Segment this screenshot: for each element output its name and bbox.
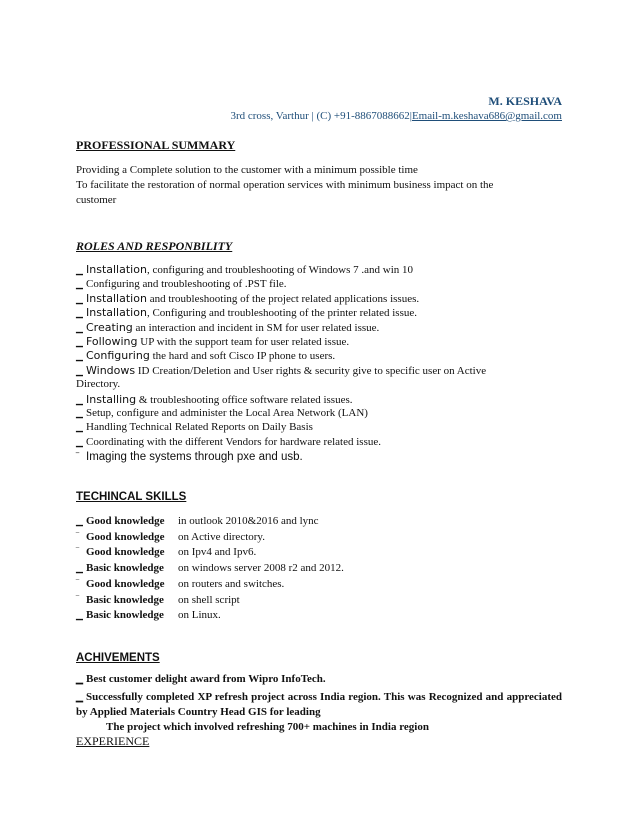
skill-row: ‾ Basic knowledge on shell script	[76, 594, 240, 606]
bullet-icon: ‾	[76, 595, 79, 605]
bullet-icon: ▁	[76, 351, 83, 361]
contact-line	[0, 110, 562, 122]
email-link[interactable]: Email-m.keshava686@gmail.com	[411, 110, 562, 122]
bullet-icon: ▁	[76, 408, 83, 418]
bullet-icon: ▁	[76, 323, 83, 333]
bullet-icon: ‾	[76, 547, 79, 557]
bullet-icon: ▁	[76, 308, 83, 318]
skill-row: ‾ Good knowledge on Ipv4 and Ipv6.	[76, 546, 257, 558]
bullet-icon: ▁	[76, 366, 83, 376]
roles-heading: ROLES AND RESPONBILITY	[76, 239, 233, 253]
achievements-heading: ACHIVEMENTS	[76, 652, 160, 664]
summary-line: Providing a Complete solution to the customer with a minimum possible time	[76, 164, 418, 176]
bullet-icon: ▁	[76, 674, 83, 684]
list-item: ‾ Imaging the systems through pxe and usb.	[76, 451, 303, 463]
candidate-name: M. KESHAVA	[488, 94, 562, 108]
separator: |	[311, 110, 314, 122]
bullet-icon: ▁	[76, 265, 83, 275]
phone: (C) +91-8867088662	[316, 110, 410, 122]
bullet-icon: ‾	[76, 452, 79, 462]
bullet-icon: ▁	[76, 437, 83, 447]
address: 3rd cross, Varthur	[230, 110, 309, 122]
experience-heading: EXPERIENCE	[76, 734, 150, 748]
summary-line: To facilitate the restoration of normal operation services with minimum business impact on the	[76, 179, 494, 191]
list-item: ▁ Setup, configure and administer the Local Area Network (LAN)	[76, 407, 368, 419]
bullet-icon: ▁	[76, 692, 83, 702]
list-item: ▁ Windows ID Creation/Deletion and User rights & security give to specific user on Active	[76, 364, 487, 377]
skills-heading: TECHINCAL SKILLS	[76, 491, 187, 503]
list-item: ▁ Installation and troubleshooting of the project related applications issues.	[76, 292, 420, 305]
bullet-icon: ▁	[76, 422, 83, 432]
bullet-icon: ▁	[76, 563, 83, 573]
list-item: ▁ Installing & troubleshooting office software related issues.	[76, 393, 353, 406]
bullet-icon: ▁	[76, 279, 83, 289]
list-item: ▁ Handling Technical Related Reports on Daily Basis	[76, 421, 313, 433]
skill-row: ▁ Basic knowledge on windows server 2008 r2 and 2012.	[76, 562, 344, 574]
achievement-detail: The project which involved refreshing 700+ machines in India region	[106, 721, 429, 733]
bullet-icon: ▁	[76, 337, 83, 347]
skill-row: ‾ Good knowledge on Active directory.	[76, 531, 265, 543]
bullet-icon: ▁	[76, 516, 83, 526]
list-item: ▁ Coordinating with the different Vendors for hardware related issue.	[76, 436, 381, 448]
achievement-item: ▁ Successfully completed XP refresh project across India region. This was Recognized and appreciated by Applied Materials Country Head GIS for leading	[76, 691, 562, 718]
bullet-icon: ▁	[76, 294, 83, 304]
bullet-icon: ▁	[76, 395, 83, 405]
bullet-icon: ▁	[76, 610, 83, 620]
list-item: ▁ Creating an interaction and incident in SM for user related issue.	[76, 321, 380, 334]
summary-line: customer	[76, 194, 117, 206]
list-item: ▁ Following UP with the support team for user related issue.	[76, 335, 350, 348]
bullet-icon: ‾	[76, 532, 79, 542]
summary-heading: PROFESSIONAL SUMMARY	[76, 138, 236, 152]
skill-row: ▁ Good knowledge in outlook 2010&2016 and lync	[76, 515, 319, 527]
skill-row: ‾ Good knowledge on routers and switches.	[76, 578, 285, 590]
list-item: ▁ Installation, Configuring and troubleshooting of the printer related issue.	[76, 306, 417, 319]
achievement-item: ▁ Best customer delight award from Wipro InfoTech.	[76, 673, 326, 685]
list-item-continuation: Directory.	[76, 378, 121, 390]
skill-row: ▁ Basic knowledge on Linux.	[76, 609, 221, 621]
list-item: ▁ Installation, configuring and troubleshooting of Windows 7 .and win 10	[76, 263, 414, 276]
list-item: ▁ Configuring the hard and soft Cisco IP phone to users.	[76, 349, 336, 362]
bullet-icon: ‾	[76, 579, 79, 589]
separator: |	[409, 110, 412, 122]
list-item: ▁ Configuring and troubleshooting of .PST file.	[76, 278, 287, 290]
